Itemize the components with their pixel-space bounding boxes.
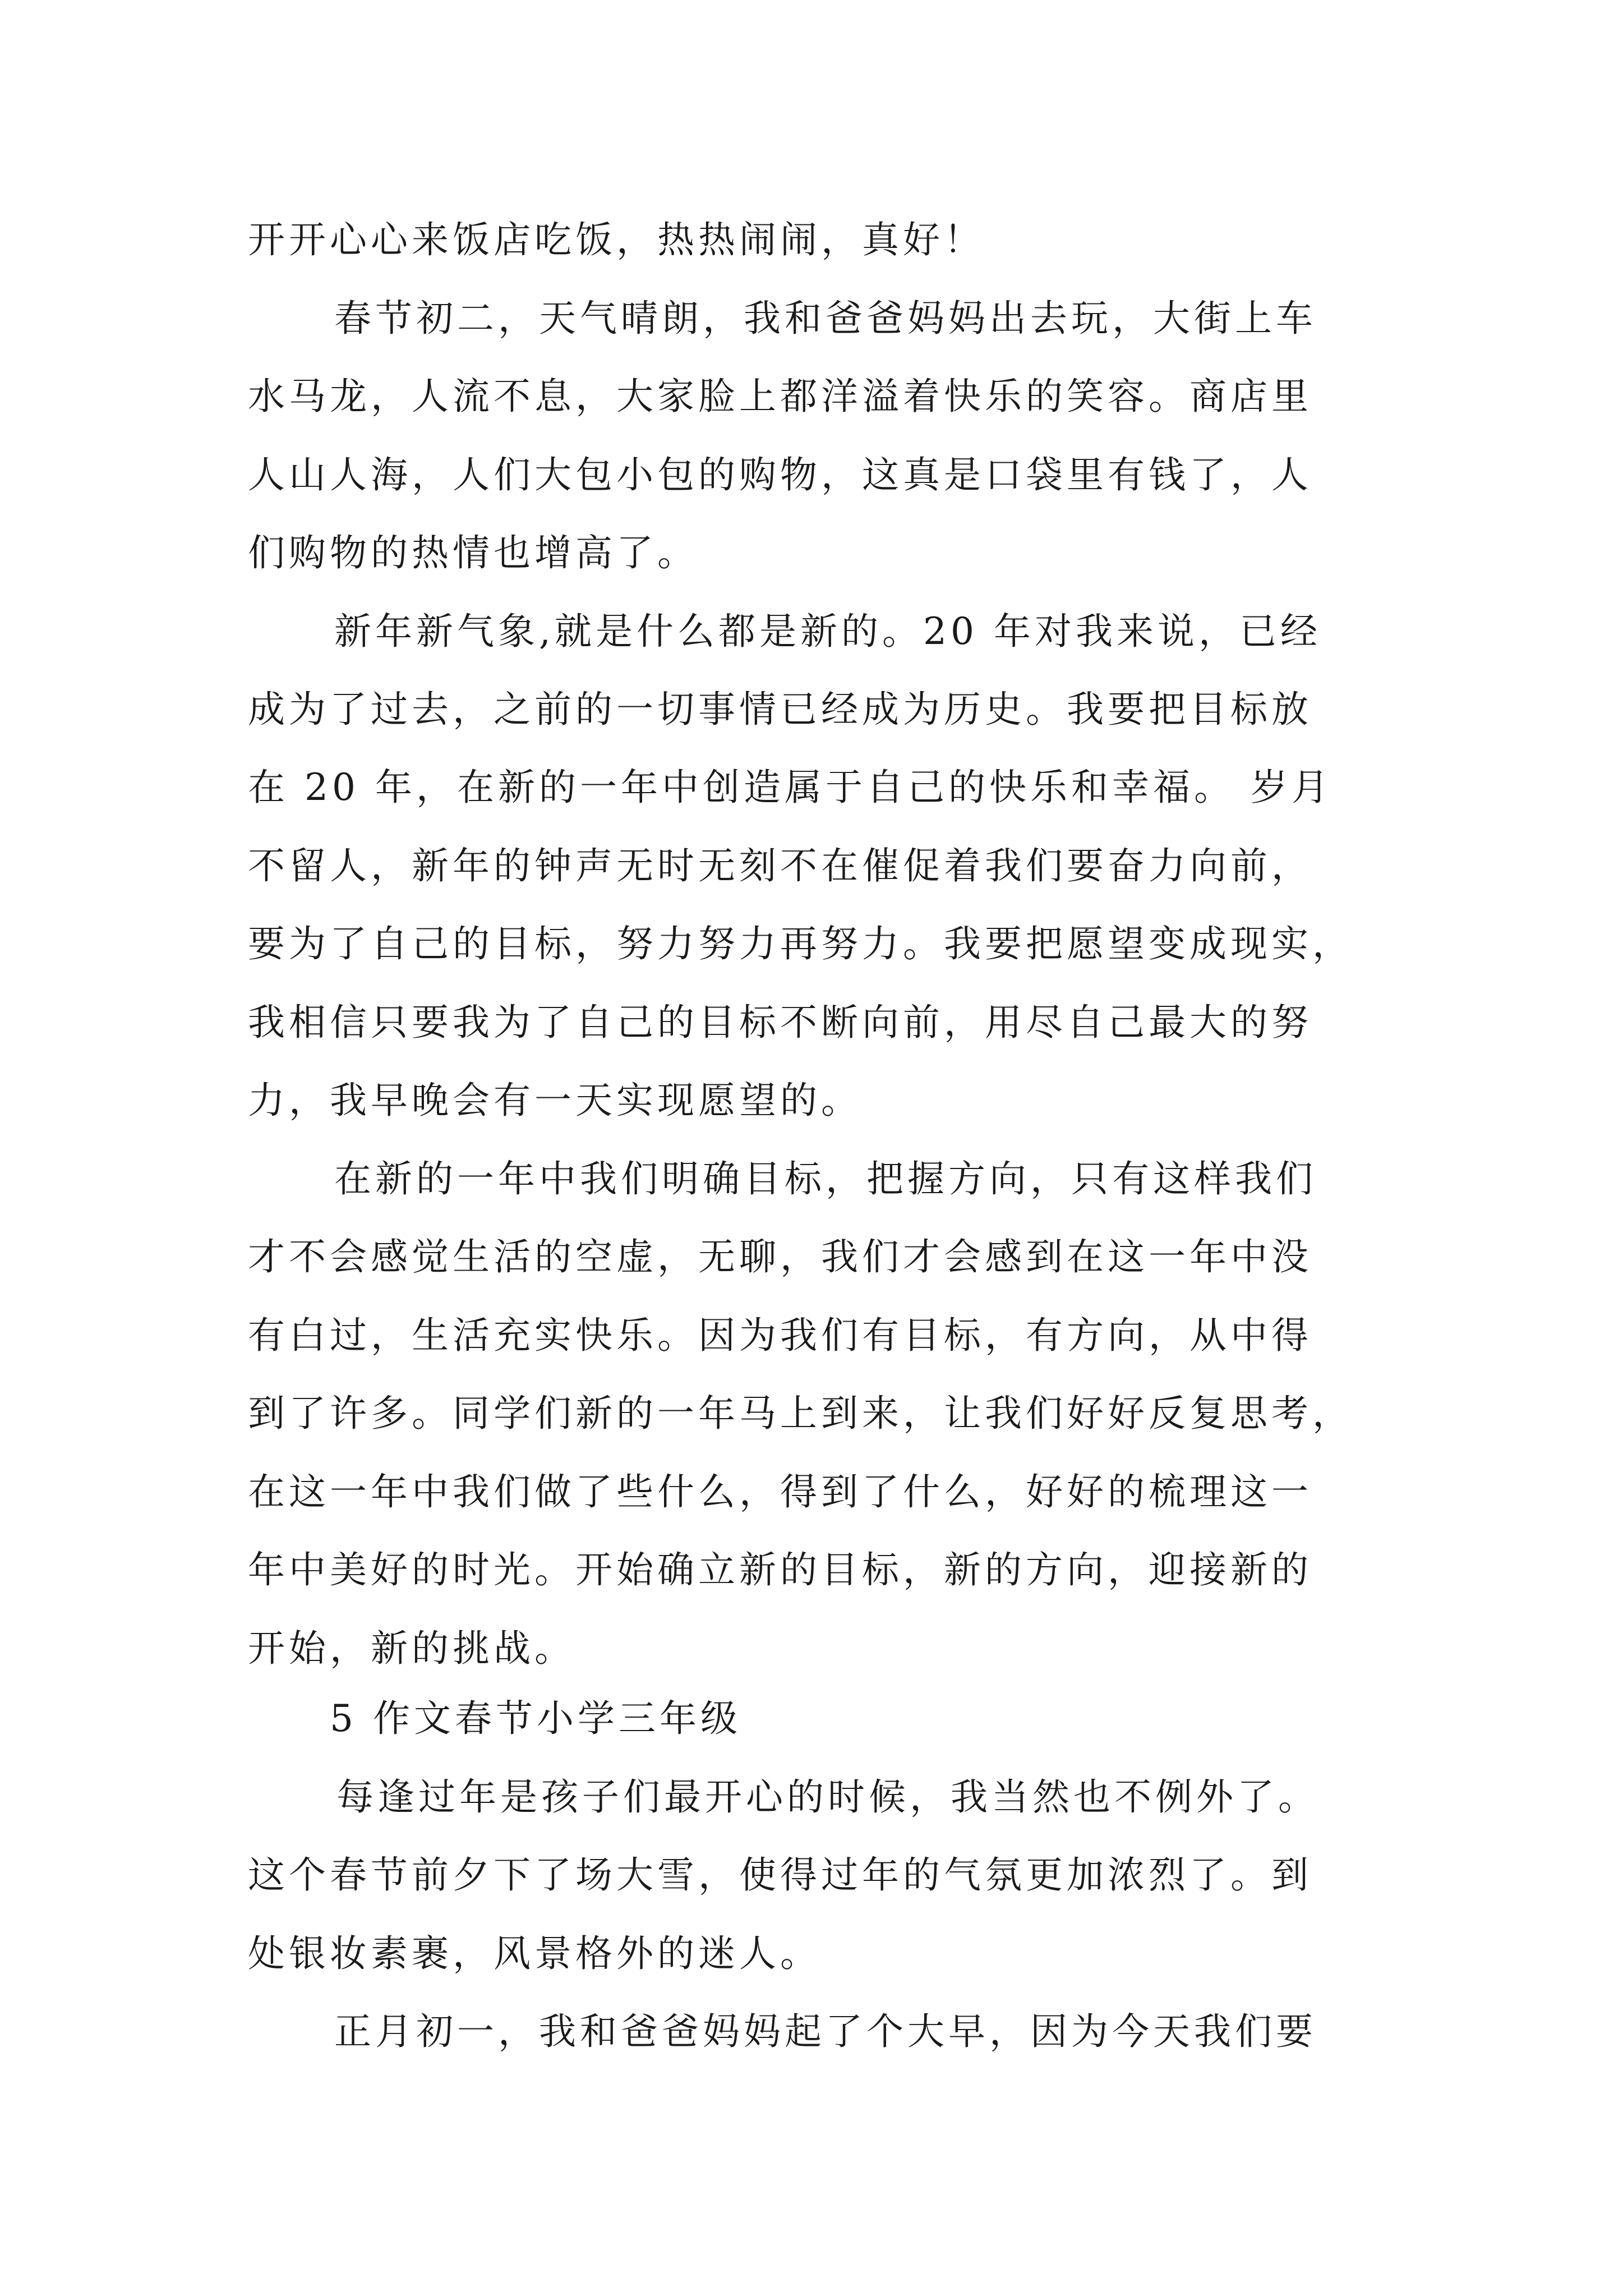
paragraph-first-line: 在新的一年中我们明确目标，把握方向，只有这样我们 [334,1157,1317,1200]
text-line: 这个春节前夕下了场大雪，使得过年的气氛更加浓烈了。到 [248,1853,1312,1897]
text-line: 处银妆素裹，风景格外的迷人。 [248,1932,821,1975]
text-line: 才不会感觉生活的空虚，无聊，我们才会感到在这一年中没 [248,1235,1312,1278]
text-line: 有白过，生活充实快乐。因为我们有目标，有方向，从中得 [248,1314,1312,1357]
paragraph-first-line: 新年新气象,就是什么都是新的。20 年对我来说，已经 [334,610,1321,653]
text-line: 开始，新的挑战。 [248,1627,575,1670]
section-heading: 5 作文春节小学三年级 [330,1697,741,1740]
text-line: 年中美好的时光。开始确立新的目标，新的方向，迎接新的 [248,1548,1312,1591]
text-line: 们购物的热情也增高了。 [248,531,698,574]
text-line: 水马龙，人流不息，大家脸上都洋溢着快乐的笑容。商店里 [248,375,1312,418]
text-line: 在这一年中我们做了些什么，得到了什么，好好的梳理这一 [248,1470,1312,1513]
text-line: 成为了过去，之前的一切事情已经成为历史。我要把目标放 [248,688,1312,731]
paragraph-first-line: 正月初一，我和爸爸妈妈起了个大早，因为今天我们要 [334,2010,1317,2053]
paragraph-first-line: 每逢过年是孩子们最开心的时候，我当然也不例外了。 [336,1775,1319,1819]
text-line: 人山人海，人们大包小包的购物，这真是口袋里有钱了，人 [248,453,1312,496]
text-line: 要为了自己的目标，努力努力再努力。我要把愿望变成现实， [248,922,1353,965]
text-line: 我相信只要我为了自己的目标不断向前，用尽自己最大的努 [248,1001,1312,1044]
text-line: 到了许多。同学们新的一年马上到来，让我们好好反复思考， [248,1392,1353,1435]
text-line: 在 20 年，在新的一年中创造属于自己的快乐和幸福。 岁月 [248,766,1332,809]
paragraph-first-line: 春节初二，天气晴朗，我和爸爸妈妈出去玩，大街上车 [334,297,1317,340]
text-line: 开开心心来饭店吃饭，热热闹闹，真好！ [248,218,985,261]
text-line: 力，我早晚会有一天实现愿望的。 [248,1079,862,1122]
text-line: 不留人，新年的钟声无时无刻不在催促着我们要奋力向前， [248,844,1312,887]
